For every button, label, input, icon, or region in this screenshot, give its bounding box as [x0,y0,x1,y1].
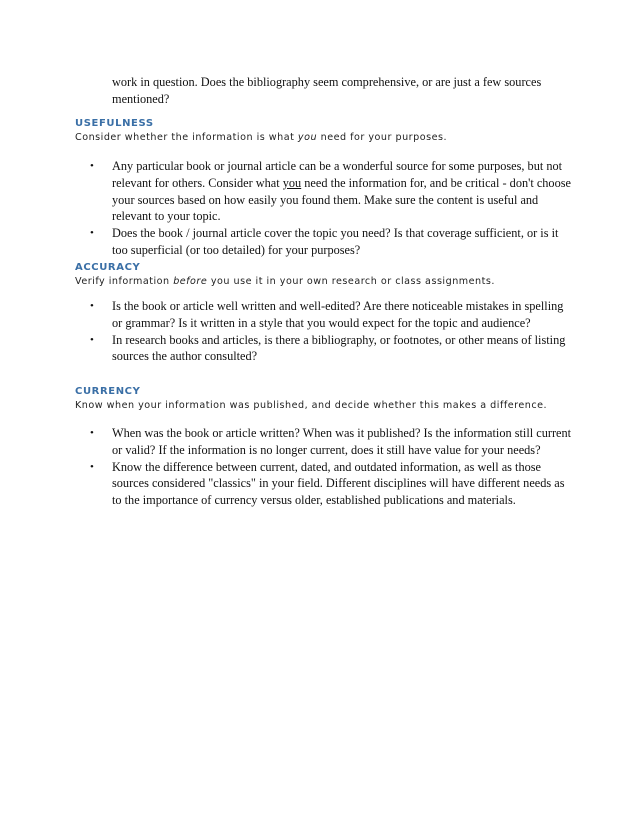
continuation-paragraph: work in question. Does the bibliography seem comprehensive, or are just a few sources mentioned? [112,75,542,106]
accuracy-heading: ACCURACY [75,262,141,273]
item-text: Any particular book or journal article can be a wonderful source for some purposes, but not relevant for others. Consider what [112,159,563,190]
list-item [75,298,575,332]
bullet-icon: • [90,227,94,240]
bullet-icon: • [90,160,94,172]
item-text: In research books and articles, is there a bibliography, or footnotes, or other means of listing sources the author consulted? [112,332,566,364]
list-item [75,158,575,225]
intro-emphasis: you [297,132,318,143]
bullet-icon: • [90,300,94,312]
accuracy-intro [75,276,595,287]
item-underlined-text: you [282,175,302,190]
currency-list [75,425,575,509]
intro-text: Verify information [75,276,174,287]
currency-heading: CURRENCY [75,386,141,397]
list-item [75,425,575,459]
intro-text: need for your purposes. [317,132,448,143]
currency-intro: Know when your information was published, and decide whether this makes a difference. [75,400,548,411]
item-text: Know the difference between current, dated, and outdated information, as well as those sources considered "classics" in your field. Different disciplines will have different needs as to the importance of currency versus older, established publications and materials. [112,459,565,508]
intro-emphasis: before [173,276,208,287]
list-item [75,459,575,509]
item-text: Does the book / journal article cover the topic you need? Is that coverage sufficient, or is it too superficial (or too detailed) for your purposes? [112,226,559,257]
item-text: Is the book or article well written and well-edited? Are there noticeable mistakes in spelling or grammar? Is it written in a style that you would expect for the topic and audience? [112,299,564,330]
intro-text: Consider whether the information is what [75,132,298,143]
accuracy-list [75,298,575,365]
bullet-icon: • [90,333,94,346]
item-text: When was the book or article written? When was it published? Is the information still current or valid? If the information is no longer current, does it still have value for your needs? [112,426,572,457]
usefulness-intro [75,132,595,143]
intro-text: you use it in your own research or class assignments. [207,276,495,287]
usefulness-list [75,158,575,259]
bullet-icon: • [90,460,94,473]
list-item [75,332,575,366]
bullet-icon: • [90,427,94,439]
item-text: need the information for, and be critical - don't choose your sources based on how easily you found them. Make sure the content is useful and relevant to your topic. [112,175,571,224]
usefulness-heading: USEFULNESS [75,118,154,129]
list-item [75,225,575,259]
